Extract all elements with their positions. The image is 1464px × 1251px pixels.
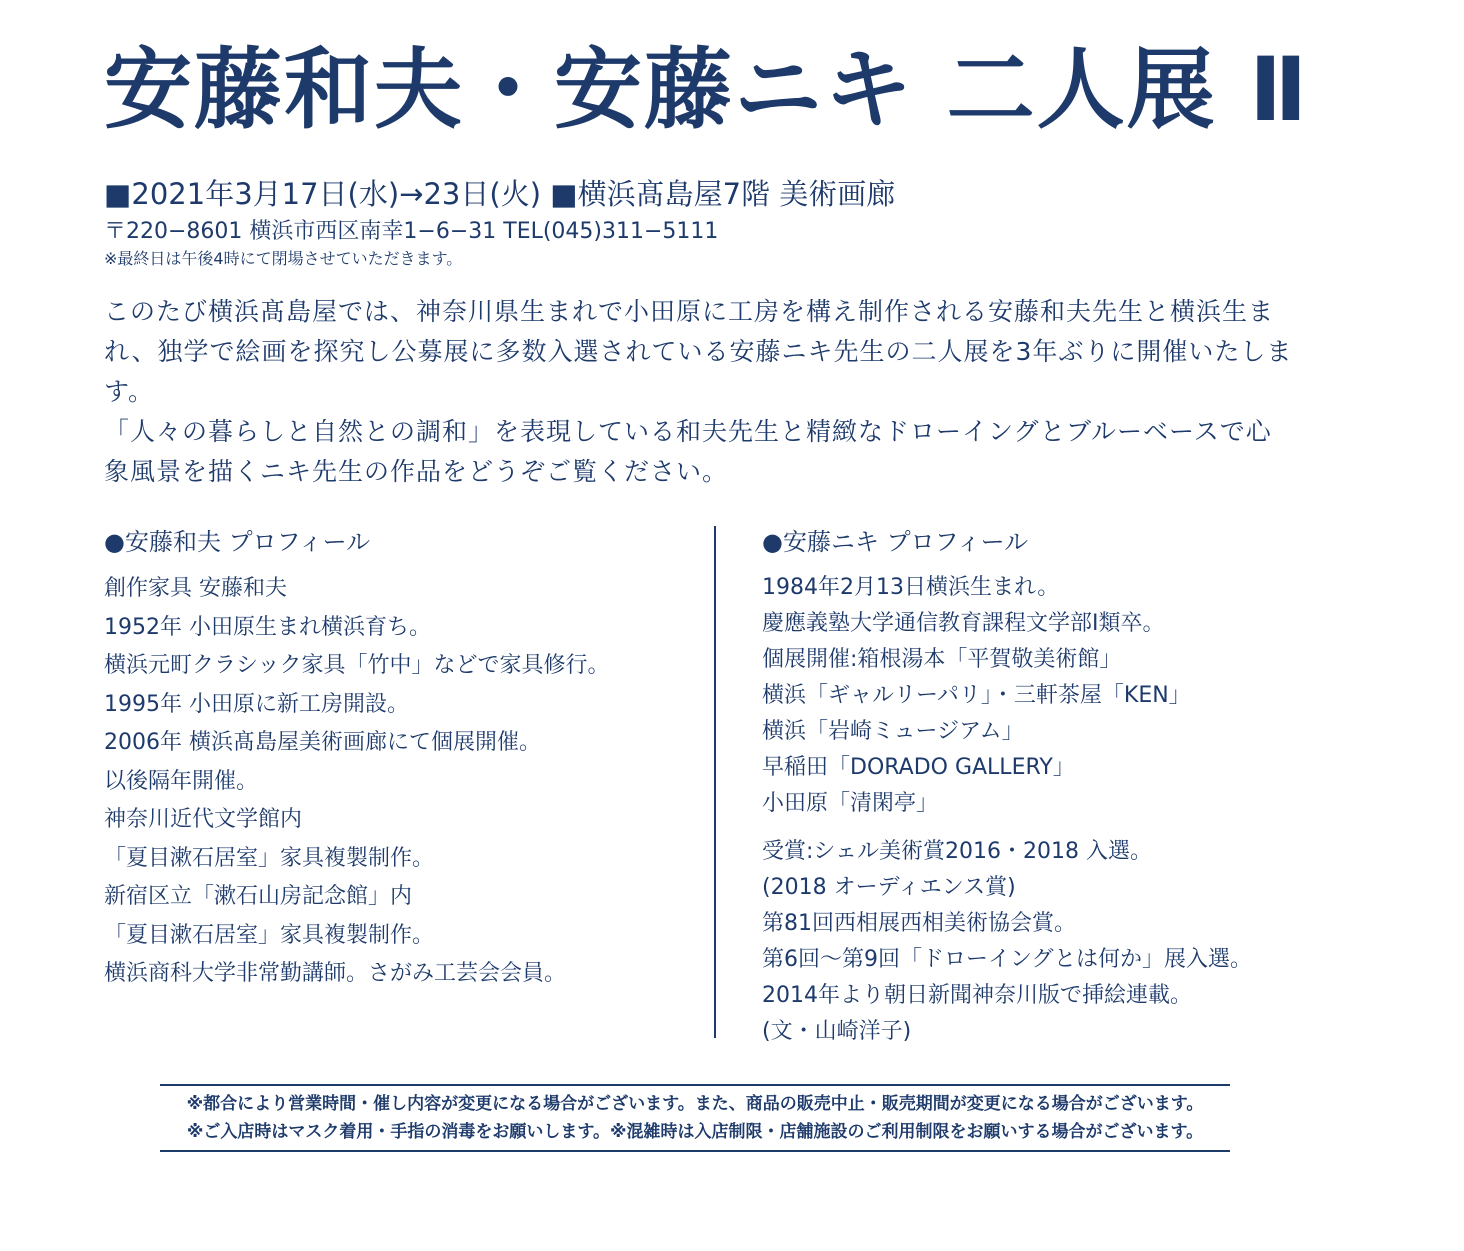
notice-line: ※都合により営業時間・催し内容が変更になる場合がございます。また、商品の販売中止・販売期間が変更になる場合がございます。 — [186, 1094, 1204, 1114]
award-line: 受賞:シェル美術賞2016・2018 入選。 — [762, 839, 1152, 864]
profile-line: 早稲田「DORADO GALLERY」 — [762, 755, 1075, 780]
event-info — [104, 176, 895, 270]
intro-text — [104, 292, 1294, 492]
profile-line: 横浜「岩崎ミュージアム」 — [762, 719, 1024, 744]
award-line: 第6回〜第9回「ドローイングとは何か」展入選。 — [762, 947, 1252, 972]
award-line: 第81回西相展西相美術協会賞。 — [762, 911, 1076, 936]
profile-line: 新宿区立「漱石山房記念館」内 — [104, 884, 413, 909]
profile-line: 「夏目漱石居室」家具複製制作。 — [104, 845, 435, 871]
niki-profile — [762, 524, 1322, 1050]
notice-footer — [160, 1084, 1230, 1152]
profile-line: 1995年 小田原に新工房開設。 — [104, 691, 409, 717]
kazuo-profile — [104, 524, 684, 994]
award-line: (2018 オーディエンス賞) — [762, 875, 1016, 900]
event-dates-venue: ■2021年3月17日(水)→23日(火) ■横浜髙島屋7階 美術画廊 — [104, 177, 896, 211]
section-gap — [762, 822, 1322, 834]
notice-line: ※ご入店時はマスク着用・手指の消毒をお願いします。※混雑時は入店制限・店舗施設のご利用制限をお願いする場合がございます。 — [186, 1122, 1204, 1142]
profile-line: 横浜商科大学非常勤講師。さがみ工芸会会員。 — [104, 961, 567, 986]
column-divider — [714, 526, 716, 1038]
profile-line: 1952年 小田原生まれ横浜育ち。 — [104, 614, 431, 640]
profile-line: 2006年 横浜髙島屋美術画廊にて個展開催。 — [104, 730, 541, 755]
profile-line: 以後隔年開催。 — [104, 768, 259, 794]
profile-line: 神奈川近代文学館内 — [104, 807, 303, 832]
award-line: (文・山崎洋子) — [762, 1019, 912, 1044]
intro-paragraph: 「人々の暮らしと自然との調和」を表現している和夫先生と精緻なドローイングとブルーベースで心象風景を描くニキ先生の作品をどうぞご覧ください。 — [104, 417, 1272, 486]
intro-paragraph: このたび横浜髙島屋では、神奈川県生まれで小田原に工房を構え制作される安藤和夫先生と横浜生まれ、独学で絵画を探究し公募展に多数入選されている安藤ニキ先生の二人展を3年ぶりに開催いたします。 — [104, 297, 1293, 406]
profile-line: 創作家具 安藤和夫 — [104, 576, 287, 601]
profile-line: 横浜元町クラシック家具「竹中」などで家具修行。 — [104, 653, 610, 678]
profile-line: 横浜「ギャルリーパリ」・三軒茶屋「KEN」 — [762, 683, 1191, 708]
closing-note: ※最終日は午後4時にて閉場させていただきます。 — [104, 249, 463, 268]
kazuo-profile-heading: ●安藤和夫 プロフィール — [104, 528, 371, 556]
award-line: 2014年より朝日新聞神奈川版で挿絵連載。 — [762, 983, 1192, 1008]
venue-address-phone: 〒220−8601 横浜市西区南幸1−6−31 TEL(045)311−5111 — [104, 219, 719, 244]
niki-profile-heading: ●安藤ニキ プロフィール — [762, 528, 1029, 556]
profile-line: 「夏目漱石居室」家具複製制作。 — [104, 922, 435, 948]
profile-line: 個展開催:箱根湯本「平賀敬美術館」 — [762, 647, 1122, 672]
page-title: 安藤和夫・安藤ニキ 二人展 Ⅱ — [104, 38, 1310, 141]
profile-line: 小田原「清閑亭」 — [762, 791, 939, 816]
profile-line: 1984年2月13日横浜生まれ。 — [762, 575, 1060, 600]
profile-line: 慶應義塾大学通信教育課程文学部Ⅰ類卒。 — [762, 611, 1165, 636]
